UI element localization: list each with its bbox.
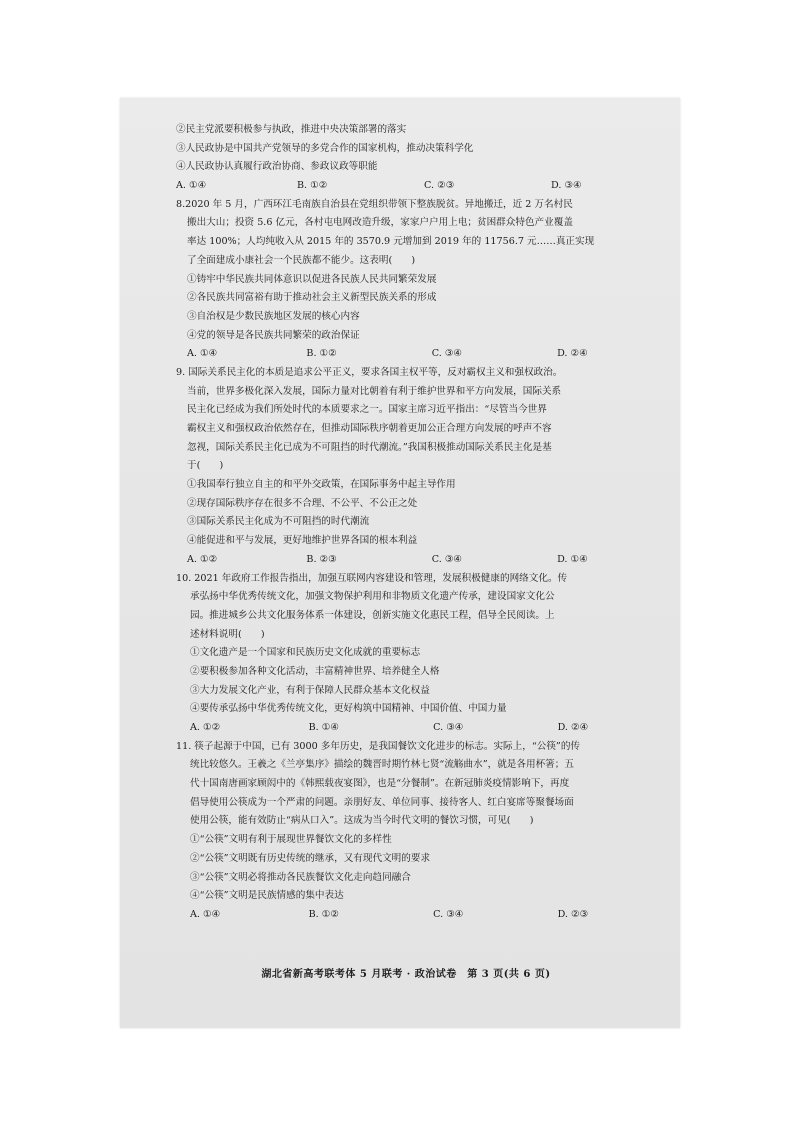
q8-stem-line-3: 率达 100%；人均纯收入从 2015 年的 3570.9 元增加到 2019 年的 11756.7 元……真正实现 bbox=[187, 236, 595, 248]
q7-option-3: ③人民政协是中国共产党领导的多党合作的国家机构，推动决策科学化 bbox=[176, 142, 474, 154]
q10-choice-a[interactable]: A. ①② bbox=[190, 722, 221, 733]
q11-stem-line-4: 倡导使用公筷成为一个严肃的问题。亲朋好友、单位同事、接待客人、红白宴席等聚餐场面 bbox=[190, 796, 574, 808]
q8-choice-d[interactable]: D. ②④ bbox=[557, 348, 588, 360]
q7-option-4: ④人民政协认真履行政治协商、参政议政等职能 bbox=[176, 161, 378, 173]
q9-choice-c[interactable]: C. ③④ bbox=[431, 553, 463, 565]
q10-choice-b[interactable]: B. ①④ bbox=[308, 722, 339, 733]
q11-option-1: ①“公筷”文明有利于展现世界餐饮文化的多样性 bbox=[190, 834, 392, 846]
q11-stem-line-2: 统比较悠久。王羲之《兰亭集序》描绘的魏晋时期竹林七贤“流觞曲水”，就是各用杯箸；五 bbox=[190, 759, 574, 771]
q11-choice-d[interactable]: D. ②③ bbox=[557, 908, 589, 920]
q8-choices bbox=[176, 345, 636, 364]
q9-choice-b[interactable]: B. ②③ bbox=[306, 553, 337, 565]
q8-stem-line-2: 搬出大山；投资 5.6 亿元，各村屯电网改造升级，家家户户用上电；贫困群众特色产业覆盖 bbox=[187, 217, 573, 229]
exam-page bbox=[120, 98, 680, 1028]
q9-option-1: ①我国奉行独立自主的和平外交政策，在国际事务中起主导作用 bbox=[187, 479, 456, 491]
q7-choices bbox=[176, 177, 636, 196]
q10-option-3: ③大力发展文化产业，有利于保障人民群众基本文化权益 bbox=[190, 684, 430, 696]
q9-stem-line-5: 忽视，国际关系民主化已成为不可阻挡的时代潮流。”我国积极推动国际关系民主化是基 bbox=[187, 441, 552, 453]
q9-stem-line-1: 9. 国际关系民主化的本质是追求公平正义，要求各国主权平等，反对霸权主义和强权政治。 bbox=[176, 366, 563, 378]
q8-option-1: ①铸牢中华民族共同体意识以促进各民族人民共同繁荣发展 bbox=[187, 273, 437, 285]
q9-stem-line-6: 于( ) bbox=[187, 460, 224, 472]
q11-option-2: ②“公筷”文明既有历史传统的继承，又有现代文明的要求 bbox=[190, 852, 431, 864]
q10-stem-line-3: 园。推进城乡公共文化服务体系一体建设，创新实施文化惠民工程，倡导全民阅读。上 bbox=[190, 609, 555, 621]
q10-option-1: ①文化遗产是一个国家和民族历史文化成就的重要标志 bbox=[190, 647, 421, 659]
q10-option-2: ②要积极参加各种文化活动，丰富精神世界、培养健全人格 bbox=[190, 665, 440, 677]
q9-stem-line-3: 民主化已经成为我们所处时代的本质要求之一。国家主席习近平指出：“尽管当今世界 bbox=[187, 404, 547, 416]
q7-choice-d[interactable]: D. ③④ bbox=[551, 180, 582, 192]
q9-stem-line-4: 霸权主义和强权政治依然存在，但推动国际秩序朝着更加公正合理方向发展的呼声不容 bbox=[187, 423, 552, 434]
q11-option-3: ③“公筷”文明必将推动各民族餐饮文化走向趋同融合 bbox=[190, 871, 411, 883]
q10-stem-line-1: 10. 2021 年政府工作报告指出，加强互联网内容建设和管理，发展积极健康的网络文化。传 bbox=[176, 572, 568, 584]
exam-content bbox=[176, 121, 636, 980]
q7-choice-a[interactable]: A. ①④ bbox=[176, 180, 207, 192]
q9-option-2: ②现存国际秩序存在很多不合理、不公平、不公正之处 bbox=[187, 497, 418, 509]
q8-stem-line-4: 了全面建成小康社会一个民族都不能少。这表明( ) bbox=[187, 254, 416, 266]
q9-stem-line-2: 当前，世界多极化深入发展，国际力量对比朝着有利于维护世界和平方向发展，国际关系 bbox=[187, 385, 562, 397]
q11-stem-line-5: 使用公筷，能有效防止“病从口入”。这成为当今时代文明的餐饮习惯，可见( ) bbox=[190, 815, 534, 827]
q11-stem-line-3: 代十国南唐画家顾闳中的《韩熙载夜宴图》，也是“分餐制”。在新冠肺炎疫情影响下，再度 bbox=[190, 778, 570, 790]
q10-choice-c[interactable]: C. ③④ bbox=[433, 722, 464, 733]
q11-option-4: ④“公筷”文明是民族情感的集中表达 bbox=[190, 890, 344, 902]
q9-choice-a[interactable]: A. ①② bbox=[187, 553, 218, 565]
q9-choices bbox=[176, 551, 636, 570]
q10-stem-line-2: 承弘扬中华优秀传统文化，加强文物保护利用和非物质文化遗产传承，建设国家文化公 bbox=[190, 591, 555, 603]
q8-choice-c[interactable]: C. ③④ bbox=[431, 348, 463, 360]
q10-choice-d[interactable]: D. ②④ bbox=[557, 722, 589, 733]
q7-option-2: ②民主党派要积极参与执政，推进中央决策部署的落实 bbox=[176, 124, 407, 135]
q10-option-4: ④要传承弘扬中华优秀传统文化，更好构筑中国精神、中国价值、中国力量 bbox=[190, 703, 507, 715]
q11-choice-a[interactable]: A. ①④ bbox=[190, 908, 221, 920]
q9-option-3: ③国际关系民主化成为不可阻挡的时代潮流 bbox=[187, 516, 370, 528]
q10-choices bbox=[176, 719, 636, 738]
q11-choices bbox=[176, 906, 636, 925]
q11-choice-b[interactable]: B. ①② bbox=[308, 908, 339, 920]
q8-stem-line-1: 8.2020 年 5 月，广西环江毛南族自治县在党组织带领下整族脱贫。异地搬迁，近 2 万名村民 bbox=[176, 198, 573, 210]
q10-stem-line-4: 述材料说明( ) bbox=[190, 628, 265, 640]
q7-choice-b[interactable]: B. ①② bbox=[297, 180, 328, 192]
page-footer: 湖北省新高考联考体 5 月联考 · 政治试卷 第 3 页(共 6 页) bbox=[261, 969, 551, 980]
q8-option-3: ③自治权是少数民族地区发展的核心内容 bbox=[187, 310, 360, 322]
q8-choice-b[interactable]: B. ①② bbox=[306, 348, 337, 360]
q11-choice-c[interactable]: C. ③④ bbox=[433, 908, 464, 920]
q7-choice-c[interactable]: C. ②③ bbox=[424, 180, 455, 192]
q8-option-4: ④党的领导是各民族共同繁荣的政治保证 bbox=[187, 329, 360, 341]
q8-option-2: ②各民族共同富裕有助于推动社会主义新型民族关系的形成 bbox=[187, 292, 437, 304]
q11-stem-line-1: 11. 筷子起源于中国，已有 3000 多年历史，是我国餐饮文化进步的标志。实际上，“公筷”的传 bbox=[176, 740, 581, 752]
q9-option-4: ④能促进和平与发展，更好地维护世界各国的根本利益 bbox=[187, 535, 418, 547]
q8-choice-a[interactable]: A. ①④ bbox=[187, 348, 218, 360]
q9-choice-d[interactable]: D. ①④ bbox=[557, 553, 588, 565]
